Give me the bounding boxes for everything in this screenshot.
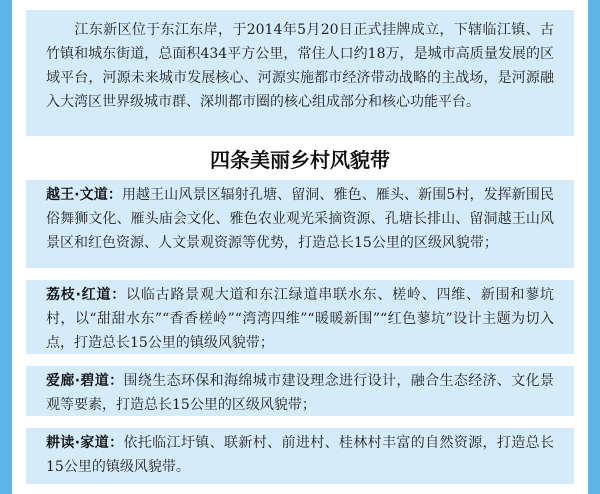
item-title: 荔枝·红道： xyxy=(46,287,127,303)
item-text: 以临古路景观大道和东江绿道串联水东、槎岭、四维、新围和蓼坑村，以“甜甜水东”“香香槎岭”“湾湾四维”“暖暖新围”“红色蓼坑”设计主题为切入点，打造总长15公里的镇级风貌带； xyxy=(46,287,554,351)
item-text: 用越王山风景区辐射孔塘、留洞、雅色、雁头、新围5村，发挥新围民俗舞狮文化、雁头庙会文化、雅色农业观光采摘资源、孔塘长排山、留洞越王山风景区和红色资源、人文景观资源等优势，打造总长15公里的区级风貌带； xyxy=(46,187,554,251)
item-title: 爱廊·碧道： xyxy=(46,373,124,389)
list-item-lizhi xyxy=(26,280,574,354)
section-heading: 四条美丽乡村风貌带 xyxy=(210,148,390,172)
item-text: 围绕生态环保和海绵城市建设理念进行设计，融合生态经济、文化景观等要素，打造总长15公里的区级风貌带； xyxy=(46,373,554,413)
list-item-gengdu xyxy=(26,428,574,484)
left-border-strip xyxy=(0,0,12,494)
list-item-yuewang xyxy=(26,180,574,268)
list-item-ailang xyxy=(26,366,574,416)
item-text: 依托临江圩镇、联新村、前进村、桂林村丰富的自然资源，打造总长15公里的镇级风貌带。 xyxy=(46,435,554,475)
intro-panel xyxy=(26,10,574,136)
right-border-strip xyxy=(588,0,600,494)
intro-text: 江东新区位于东江东岸，于2014年5月20日正式挂牌成立，下辖临江镇、古竹镇和城东街道，总面积434平方公里，常住人口约18万，是城市高质量发展的区域平台，河源未来城市发展核心、河源实施都市经济带动战略的主战场，是河源融入大湾区世界级城市群、深圳都市圈的核心组成部分和核心功能平台。 xyxy=(46,22,554,110)
item-title: 耕读·家道： xyxy=(46,435,124,451)
item-title: 越王·文道： xyxy=(46,187,122,203)
